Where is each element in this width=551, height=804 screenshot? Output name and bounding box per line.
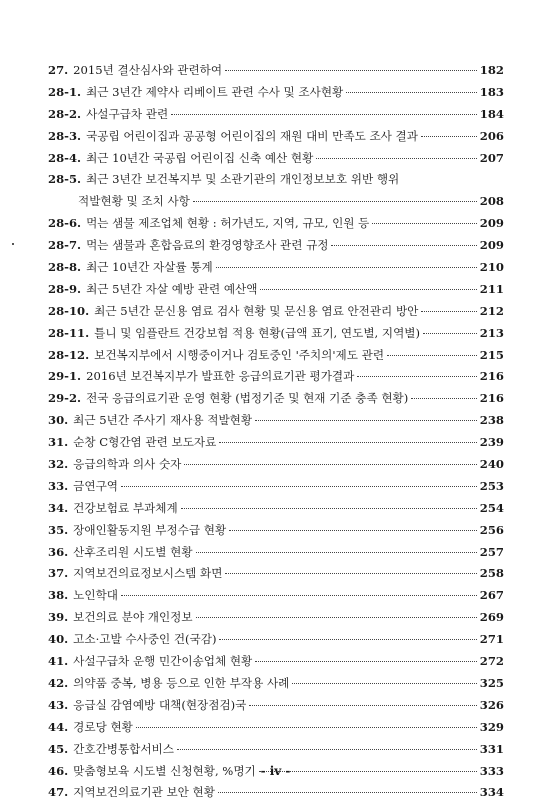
- dot-leader: [216, 267, 477, 268]
- toc-number: 31.: [48, 435, 69, 450]
- toc-title: 지역보건의료정보시스템 화면: [73, 566, 223, 581]
- dot-leader: [177, 749, 477, 750]
- toc-title: 응급의학과 의사 숫자: [73, 457, 182, 472]
- toc-line: [48, 410, 504, 432]
- toc-title: 먹는 샘물과 혼합음료의 환경영향조사 관련 규정: [86, 238, 329, 253]
- toc-page-number: 216: [479, 369, 504, 384]
- toc-number: 29-2.: [48, 391, 82, 406]
- toc-number: 28-9.: [48, 281, 82, 296]
- toc-title: 최근 5년간 주사기 재사용 적발현황: [73, 413, 253, 428]
- dot-leader: [331, 245, 476, 246]
- toc-line: [48, 366, 504, 388]
- toc-page-number: 183: [479, 84, 504, 99]
- toc-line: [48, 607, 504, 629]
- toc-title: 최근 10년간 자살률 통계: [86, 260, 213, 275]
- toc-title-continued: 적발현황 및 조치 사항: [78, 194, 190, 209]
- toc-entry: [48, 432, 504, 454]
- toc-entry: [48, 542, 504, 564]
- toc-page-number: 253: [479, 478, 504, 493]
- toc-page-number: 207: [479, 150, 504, 165]
- toc-line: [48, 454, 504, 476]
- toc-number: 28-7.: [48, 238, 82, 253]
- toc-page-number: 215: [479, 347, 504, 362]
- dot-leader: [421, 136, 477, 137]
- toc-number: 37.: [48, 566, 69, 581]
- toc-number: 36.: [48, 544, 69, 559]
- dot-leader: [196, 617, 477, 618]
- toc-page-number: 240: [479, 457, 504, 472]
- toc-line: [48, 717, 504, 739]
- toc-number: 45.: [48, 741, 69, 756]
- toc-line: [48, 585, 504, 607]
- toc-title: 금연구역: [73, 478, 118, 493]
- toc-page-number: 206: [479, 128, 504, 143]
- toc-line: [48, 629, 504, 651]
- dot-leader: [171, 114, 477, 115]
- toc-page-number: 271: [479, 632, 504, 647]
- toc-entry: [48, 388, 504, 410]
- toc-page-number: 208: [479, 194, 504, 209]
- dot-leader: [219, 639, 476, 640]
- dot-leader: [193, 201, 477, 202]
- page-number-footer: - iv -: [260, 764, 291, 778]
- margin-mark: [12, 243, 14, 245]
- toc-line: [48, 148, 504, 170]
- toc-line: [48, 695, 504, 717]
- toc-title: 사설구급차 운행 민간이송업체 현황: [73, 654, 253, 669]
- toc-title: 최근 5년간 문신용 염료 검사 현황 및 문신용 염료 안전관리 방안: [94, 303, 419, 318]
- toc-line: [48, 432, 504, 454]
- toc-line: [48, 782, 504, 804]
- toc-page-number: 211: [479, 281, 504, 296]
- toc-entry: [48, 454, 504, 476]
- toc-title: 맞춤형보육 시도별 신청현황, %명기: [73, 763, 256, 778]
- toc-number: 43.: [48, 697, 69, 712]
- toc-number: 46.: [48, 763, 69, 778]
- toc-line: [48, 82, 504, 104]
- toc-number: 28-8.: [48, 260, 82, 275]
- toc-entry: [48, 82, 504, 104]
- toc-line: [48, 542, 504, 564]
- dot-leader: [225, 573, 476, 574]
- toc-page-number: 257: [479, 544, 504, 559]
- toc-line: [48, 169, 504, 191]
- toc-page-number: 239: [479, 435, 504, 450]
- toc-number: 28-11.: [48, 325, 90, 340]
- toc-number: 40.: [48, 632, 69, 647]
- toc-number: 38.: [48, 588, 69, 603]
- toc-number: 33.: [48, 478, 69, 493]
- dot-leader: [255, 420, 477, 421]
- toc-number: 28-12.: [48, 347, 90, 362]
- toc-entry: [48, 585, 504, 607]
- toc-entry: [48, 60, 504, 82]
- toc-entry: [48, 323, 504, 345]
- toc-entry: [48, 366, 504, 388]
- toc-page-number: 272: [479, 654, 504, 669]
- dot-leader: [219, 442, 477, 443]
- toc-entry: [48, 257, 504, 279]
- toc-line: [48, 498, 504, 520]
- toc-line: [48, 301, 504, 323]
- toc-title: 2015년 결산심사와 관련하여: [73, 63, 223, 77]
- toc-title: 고소·고발 수사중인 건(국감): [73, 632, 217, 647]
- dot-leader: [316, 158, 476, 159]
- dot-leader: [225, 70, 477, 71]
- toc-title: 의약품 중복, 병용 등으로 인한 부작용 사례: [73, 675, 290, 690]
- toc-line: [48, 323, 504, 345]
- toc-number: 30.: [48, 413, 69, 428]
- toc-number: 32.: [48, 457, 69, 472]
- toc-entry: [48, 104, 504, 126]
- toc-entry: [48, 498, 504, 520]
- toc-title: 보건복지부에서 시행중이거나 검토중인 '주치의'제도 관련: [94, 347, 385, 362]
- toc-page-number: 184: [479, 106, 504, 121]
- dot-leader: [184, 464, 476, 465]
- toc-number: 41.: [48, 654, 69, 669]
- toc-line: [48, 257, 504, 279]
- dot-leader: [121, 486, 477, 487]
- toc-page-number: 329: [479, 719, 504, 734]
- toc-title: 최근 5년간 자살 예방 관련 예산액: [86, 281, 258, 296]
- dot-leader: [357, 376, 476, 377]
- toc-title: 보건의료 분야 개인정보: [73, 610, 193, 625]
- dot-leader: [372, 223, 476, 224]
- toc-entry: [48, 213, 504, 235]
- toc-entry: [48, 717, 504, 739]
- toc-page-number: 209: [479, 238, 504, 253]
- toc-page-number: 212: [479, 303, 504, 318]
- toc-title: 최근 3년간 보건복지부 및 소관기관의 개인정보보호 위반 행위: [86, 172, 400, 187]
- toc-number: 28-5.: [48, 172, 82, 187]
- toc-page-number: 256: [479, 522, 504, 537]
- toc-title: 건강보험료 부과체계: [73, 500, 178, 515]
- dot-leader: [249, 705, 476, 706]
- toc-number: 28-10.: [48, 303, 90, 318]
- toc-page-number: 326: [479, 697, 504, 712]
- dot-leader: [260, 289, 476, 290]
- dot-leader: [218, 792, 477, 793]
- toc-page-number: 331: [479, 741, 504, 756]
- dot-leader: [136, 727, 477, 728]
- toc-page-number: 209: [479, 216, 504, 231]
- toc-number: 28-3.: [48, 128, 82, 143]
- toc-line: [48, 739, 504, 761]
- toc-number: 28-2.: [48, 106, 82, 121]
- toc-entry: [48, 520, 504, 542]
- toc-number: 28-6.: [48, 216, 82, 231]
- table-of-contents: [48, 60, 504, 804]
- toc-page-number: 213: [479, 325, 504, 340]
- toc-page-number: 269: [479, 610, 504, 625]
- toc-entry: [48, 235, 504, 257]
- toc-page-number: 210: [479, 260, 504, 275]
- toc-page-number: 334: [479, 785, 504, 800]
- toc-number: 42.: [48, 675, 69, 690]
- toc-number: 29-1.: [48, 369, 82, 384]
- toc-entry: [48, 476, 504, 498]
- toc-number: 28-1.: [48, 84, 82, 99]
- toc-line: [48, 673, 504, 695]
- toc-title: 최근 3년간 제약사 리베이트 관련 수사 및 조사현황: [86, 84, 344, 99]
- toc-entry: [48, 126, 504, 148]
- toc-line: [48, 235, 504, 257]
- toc-page-number: 333: [479, 763, 504, 778]
- toc-title: 응급실 감염예방 대책(현장점검)국: [73, 697, 247, 712]
- toc-line-continued: [48, 191, 504, 213]
- toc-line: [48, 388, 504, 410]
- toc-entry: [48, 410, 504, 432]
- toc-entry: [48, 629, 504, 651]
- toc-title: 먹는 샘물 제조업체 현황 : 허가년도, 지역, 규모, 인원 등: [86, 216, 370, 231]
- toc-line: [48, 563, 504, 585]
- toc-line: [48, 651, 504, 673]
- toc-entry: [48, 651, 504, 673]
- toc-title: 순창 C형간염 관련 보도자료: [73, 435, 217, 450]
- dot-leader: [423, 333, 477, 334]
- toc-page-number: 216: [479, 391, 504, 406]
- toc-entry: [48, 148, 504, 170]
- toc-title: 장애인활동지원 부정수급 현황: [73, 522, 227, 537]
- toc-number: 39.: [48, 610, 69, 625]
- toc-line: [48, 126, 504, 148]
- toc-page-number: 258: [479, 566, 504, 581]
- toc-entry: [48, 673, 504, 695]
- toc-title: 국공립 어린이집과 공공형 어린이집의 재원 대비 만족도 조사 결과: [86, 128, 418, 143]
- toc-number: 27.: [48, 63, 69, 77]
- toc-line: [48, 520, 504, 542]
- toc-title: 간호간병통합서비스: [73, 741, 174, 756]
- toc-title: 경로당 현황: [73, 719, 133, 734]
- dot-leader: [196, 552, 477, 553]
- toc-title: 전국 응급의료기관 운영 현황 (법정기준 및 현재 기준 충족 현황): [86, 391, 409, 406]
- toc-number: 47.: [48, 785, 69, 800]
- toc-number: 35.: [48, 522, 69, 537]
- toc-entry: [48, 607, 504, 629]
- toc-title: 지역보건의료기관 보안 현황: [73, 785, 215, 800]
- dot-leader: [387, 355, 477, 356]
- toc-line: [48, 279, 504, 301]
- toc-entry: [48, 563, 504, 585]
- dot-leader: [292, 683, 476, 684]
- toc-page-number: 267: [479, 588, 504, 603]
- toc-line: [48, 60, 504, 82]
- dot-leader: [346, 92, 477, 93]
- toc-page-number: 182: [479, 63, 504, 77]
- dot-leader: [421, 311, 476, 312]
- toc-entry: [48, 739, 504, 761]
- toc-line: [48, 476, 504, 498]
- toc-number: 44.: [48, 719, 69, 734]
- toc-title: 최근 10년간 국공립 어린이집 신축 예산 현황: [86, 150, 314, 165]
- dot-leader: [411, 398, 477, 399]
- dot-leader: [255, 661, 477, 662]
- toc-line: [48, 345, 504, 367]
- toc-entry: [48, 169, 504, 213]
- toc-entry: [48, 279, 504, 301]
- toc-number: 34.: [48, 500, 69, 515]
- toc-number: 28-4.: [48, 150, 82, 165]
- toc-entry: [48, 782, 504, 804]
- dot-leader: [229, 530, 477, 531]
- toc-line: [48, 213, 504, 235]
- toc-line: [48, 104, 504, 126]
- toc-title: 틀니 및 임플란트 건강보험 적용 현황(급액 표기, 연도별, 지역별): [94, 325, 421, 340]
- dot-leader: [181, 508, 477, 509]
- toc-title: 산후조리원 시도별 현황: [73, 544, 193, 559]
- toc-entry: [48, 301, 504, 323]
- toc-page-number: 238: [479, 413, 504, 428]
- toc-entry: [48, 695, 504, 717]
- toc-entry: [48, 345, 504, 367]
- toc-page-number: 325: [479, 675, 504, 690]
- toc-title: 2016년 보건복지부가 발표한 응급의료기관 평가결과: [86, 369, 355, 384]
- dot-leader: [121, 595, 477, 596]
- toc-page-number: 254: [479, 500, 504, 515]
- toc-title: 노인학대: [73, 588, 118, 603]
- toc-title: 사설구급차 관련: [86, 106, 169, 121]
